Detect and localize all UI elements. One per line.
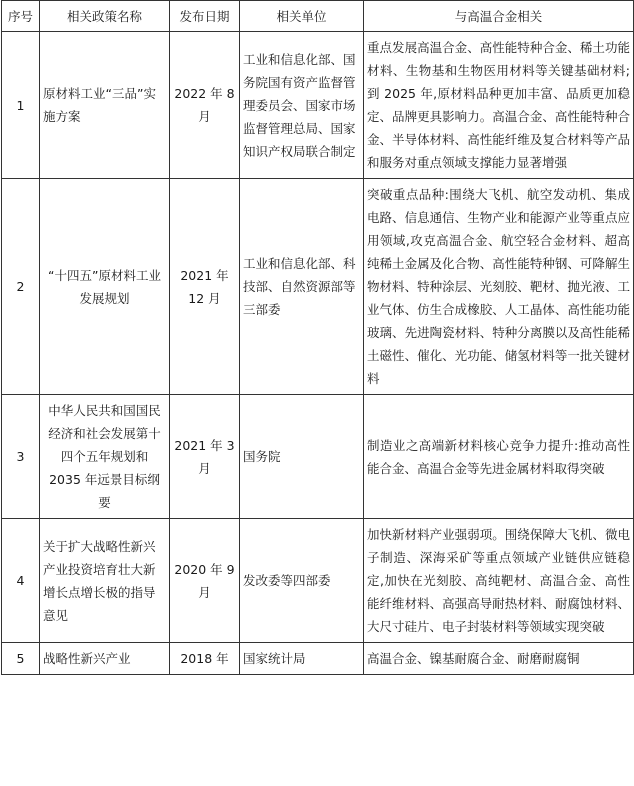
related-unit	[240, 395, 364, 519]
related-unit	[240, 519, 364, 643]
policy-name	[40, 395, 170, 519]
related-unit-text: 工业和信息化部、科技部、自然资源部等三部委	[243, 256, 356, 317]
table-header-row	[2, 1, 634, 32]
release-date-text: 2020 年 9 月	[174, 561, 235, 600]
release-date	[170, 643, 240, 675]
related-unit-text: 国务院	[243, 449, 281, 464]
table-row	[2, 519, 634, 643]
policy-name	[40, 179, 170, 395]
release-date-text: 2018 年	[180, 651, 229, 666]
relevance-text: 制造业之高端新材料核心竞争力提升:推动高性能合金、高温合金等先进金属材料取得突破	[367, 437, 630, 476]
release-date	[170, 179, 240, 395]
release-date	[170, 519, 240, 643]
related-unit	[240, 643, 364, 675]
header-release-date: 发布日期	[170, 1, 240, 32]
policy-name-text: “十四五”原材料工业发展规划	[48, 267, 161, 306]
header-index: 序号	[2, 1, 40, 32]
table-row	[2, 643, 634, 675]
release-date-text: 2022 年 8 月	[174, 86, 235, 124]
related-unit-text: 发改委等四部委	[243, 573, 331, 588]
related-unit-text: 国家统计局	[243, 651, 306, 666]
relevance	[364, 519, 634, 643]
row-index: 2	[2, 179, 40, 395]
policy-name	[40, 32, 170, 179]
table-row	[2, 32, 634, 179]
policy-name-text: 关于扩大战略性新兴产业投资培育壮大新增长点增长极的指导意见	[43, 538, 156, 623]
related-unit-text: 工业和信息化部、国务院国有资产监督管理委员会、国家市场监督管理总局、国家知识产权局联合制定	[243, 51, 356, 159]
row-index: 5	[2, 643, 40, 675]
policy-name	[40, 643, 170, 675]
related-unit	[240, 32, 364, 179]
header-superalloy-relevance: 与高温合金相关	[364, 1, 634, 32]
relevance-text: 突破重点品种:围绕大飞机、航空发动机、集成电路、信息通信、生物产业和能源产业等重点应用领域,攻克高温合金、航空轻合金材料、超高纯稀土金属及化合物、高性能特种钢、可降解生物材料、特种涂层、光刻胶、靶材、抛光液、工业气体、仿生合成橡胶、人工晶体、高性能功能玻璃、先进陶瓷材料、特种分离膜以及高性能稀土磁性、催化、光功能、储氢材料等一批关键材料	[367, 187, 630, 386]
policy-name-text: 中华人民共和国国民经济和社会发展第十四个五年规划和 2035 年远景目标纲要	[48, 403, 161, 510]
release-date-text: 2021 年 12 月	[180, 267, 229, 306]
row-index: 4	[2, 519, 40, 643]
policy-name	[40, 519, 170, 643]
relevance	[364, 643, 634, 675]
table-row	[2, 179, 634, 395]
related-unit	[240, 179, 364, 395]
header-related-unit: 相关单位	[240, 1, 364, 32]
header-policy-name: 相关政策名称	[40, 1, 170, 32]
table-row	[2, 395, 634, 519]
policy-name-text: 原材料工业“三品”实施方案	[43, 86, 156, 124]
release-date-text: 2021 年 3 月	[174, 437, 235, 476]
row-index: 1	[2, 32, 40, 179]
policy-table	[1, 0, 634, 675]
relevance	[364, 32, 634, 179]
release-date	[170, 32, 240, 179]
relevance-text: 重点发展高温合金、高性能特种合金、稀土功能材料、生物基和生物医用材料等关键基础材料;到 2025 年,原材料品种更加丰富、品质更加稳定、品牌更具影响力。高温合金、高性能特种合金、半导体材料、高性能纤维及复合材料等产品和服务对重点领域支撑能力显著增强	[367, 40, 630, 170]
relevance	[364, 179, 634, 395]
row-index: 3	[2, 395, 40, 519]
release-date	[170, 395, 240, 519]
policy-name-text: 战略性新兴产业	[43, 651, 131, 666]
relevance	[364, 395, 634, 519]
relevance-text: 加快新材料产业强弱项。围绕保障大飞机、微电子制造、深海采矿等重点领域产业链供应链稳定,加快在光刻胶、高纯靶材、高温合金、高性能纤维材料、高强高导耐热材料、耐腐蚀材料、大尺寸硅片、电子封装材料等领域实现突破	[367, 527, 630, 634]
relevance-text: 高温合金、镍基耐腐合金、耐磨耐腐铜	[367, 651, 580, 666]
